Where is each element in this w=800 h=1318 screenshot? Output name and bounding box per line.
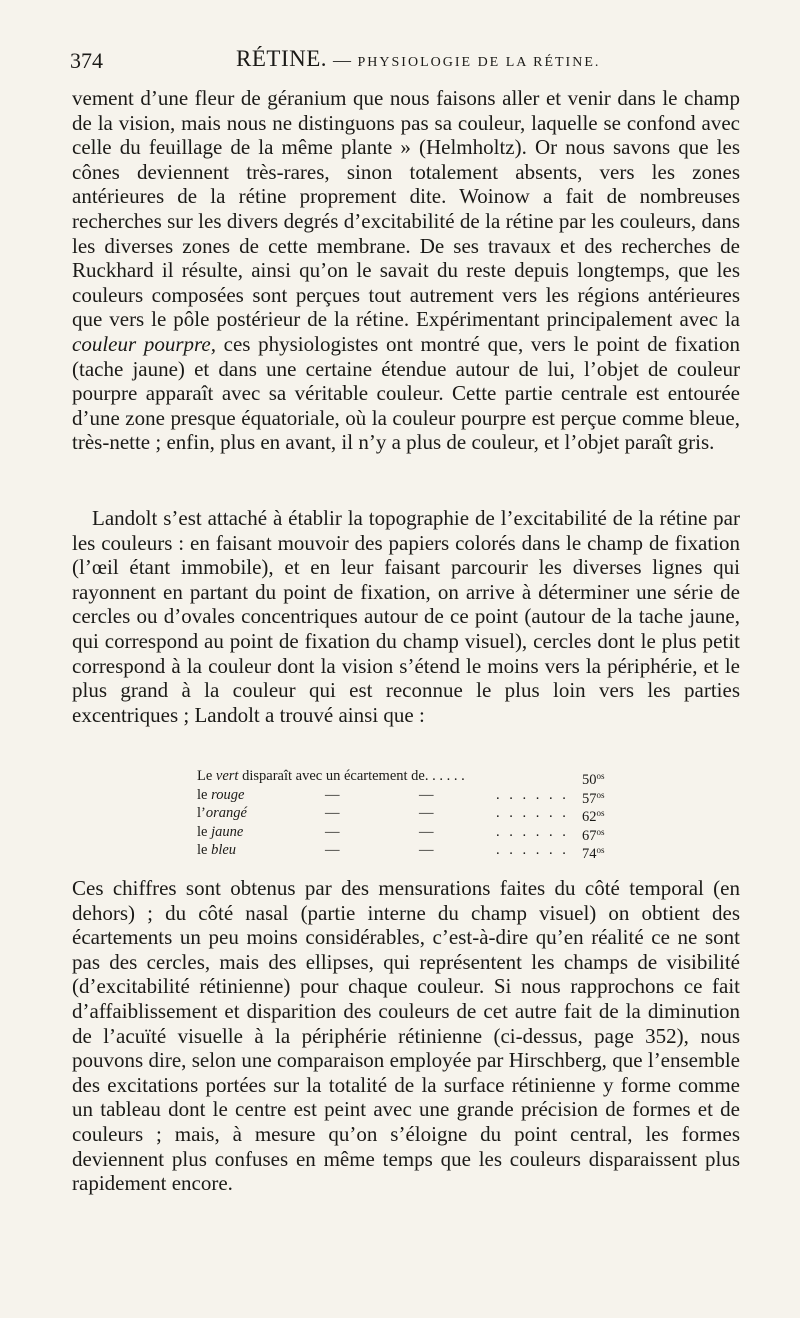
row-ditto-2: —: [419, 805, 434, 821]
table-row: [197, 767, 617, 786]
row-label: [197, 841, 236, 860]
row-ditto-2: —: [419, 823, 434, 840]
header-dash: —: [333, 50, 352, 70]
row-color: rouge: [211, 786, 245, 803]
row-label: [197, 804, 247, 823]
row-value-unit: os: [596, 826, 605, 837]
paragraph-3: [72, 876, 740, 1196]
row-ditto-2: —: [419, 786, 434, 803]
row-value-unit: os: [596, 789, 605, 800]
table-row: [197, 823, 617, 842]
row-leader: . . . . . .: [496, 805, 569, 821]
paragraph-2: [72, 506, 740, 727]
row-color: bleu: [211, 842, 237, 858]
row-color: vert: [215, 768, 239, 784]
chapter-title: RÉTINE.: [236, 46, 328, 71]
row-article: l’: [197, 805, 206, 821]
row-value-number: 67: [582, 827, 597, 844]
row-ditto-1: —: [325, 823, 340, 840]
row-value-unit: os: [596, 808, 605, 818]
table-row: [197, 786, 617, 805]
running-header: [70, 46, 740, 76]
row-ditto-1: —: [325, 786, 340, 803]
row-ditto-2: —: [419, 842, 434, 858]
paragraph-1-emphasis: couleur pourpre,: [72, 331, 216, 356]
row-article: le: [197, 823, 212, 840]
paragraph-3-text: Ces chiffres sont obtenus par des mensurations faites du côté temporal (en dehors) ; du côté nasal (partie interne du champ visuel) on obtient des écartements un peu moins considérables, c’est-à-dire qu’en réalité ce ne sont pas des cercles, mais des ellipses, qui représentent les champs de visibilité (d’excitabilité rétinienne) pour chaque couleur. Si nous rapprochons ce fait d’affaiblissement et disparition des couleurs de cet autre fait de la diminution de l’acuïté visuelle à la périphérie rétinienne (ci-dessus, page 352), nous pouvons dire, selon une comparaison employée par Hirschberg, que l’ensemble des excitations portées sur la totalité de la surface rétinienne y forme comme un tableau dont le centre est peint avec une grande précision de formes et de couleurs ; mais, à mesure qu’on s’éloigne du point central, les formes deviennent plus confuses en même temps que les couleurs disparaissent plus rapidement encore.: [72, 876, 740, 1196]
color-limit-table: [197, 767, 617, 860]
table-row: [197, 804, 617, 823]
paragraph-1-text-b: ces physiologistes ont montré que, vers le point de fixation (tache jaune) et dans une certaine étendue autour de lui, l’objet de couleur pourpre apparaît avec sa véritable couleur. Cette partie centrale est entourée d’une zone presque équatoriale, où la couleur pourpre est perçue comme bleue, très-nette ; enfin, plus en avant, il n’y a plus de couleur, et l’objet paraît gris.: [72, 331, 740, 455]
row-leader: . . . . . .: [496, 842, 569, 858]
row-value: [582, 841, 605, 864]
row-value-unit: os: [596, 771, 605, 781]
paragraph-1-text-a: vement d’une fleur de géranium que nous faisons aller et venir dans le champ de la vision, mais nous ne distinguons pas sa couleur, laquelle se confond avec celle du feuillage de la même plante » (Helmholtz). Or nous savons que les cônes deviennent très-rares, sinon totalement absents, vers les zones antérieures de la rétine proprement dite. Woinow a fait de nombreuses recherches sur les divers degrés d’excitabilité de la rétine par les couleurs, dans les diverses zones de cette membrane. De ses travaux et des recherches de Ruckhard il résulte, ainsi qu’on le savait du reste depuis longtemps, que les couleurs composées sont perçues tout autrement vers les régions antérieures que vers le pôle postérieur de la rétine. Expérimentant principalement avec la: [72, 86, 740, 332]
row-description: disparaît avec un écartement de. . . . . .: [238, 768, 465, 784]
row-color: jaune: [211, 823, 244, 840]
paragraph-2-text: Landolt s’est attaché à établir la topographie de l’excitabilité de la rétine par les couleurs : en faisant mouvoir des papiers colorés dans le champ de fixation (l’œil étant immobile), et en leur faisant parcourir les diverses lignes qui rayonnent en partant du point de fixation, on arrive à déterminer une série de cercles ou d’ovales concentriques autour de ce point (autour de la tache jaune, qui correspond au point de fixation du champ visuel), cercles dont le plus petit correspond à la couleur dont la vision s’étend le moins vers la périphérie, et le plus grand à la couleur qui est reconnue le plus loin vers les parties excentriques ; Landolt a trouvé ainsi que :: [72, 506, 740, 727]
row-label: [197, 823, 243, 842]
row-value-number: 50: [582, 772, 597, 788]
row-leader: . . . . . .: [496, 823, 569, 840]
row-label: [197, 767, 465, 786]
row-value-number: 74: [582, 846, 597, 862]
row-article: Le: [197, 768, 216, 784]
section-title: PHYSIOLOGIE DE LA RÉTINE.: [357, 55, 601, 70]
row-ditto-1: —: [325, 842, 340, 858]
row-value-number: 57: [582, 790, 597, 807]
row-value-number: 62: [582, 809, 597, 825]
table-row: [197, 841, 617, 860]
running-title: [236, 46, 600, 72]
row-label: [197, 786, 244, 805]
row-article: le: [197, 786, 212, 803]
paragraph-1: [72, 86, 740, 455]
row-ditto-1: —: [325, 805, 340, 821]
row-article: le: [197, 842, 212, 858]
row-value-unit: os: [596, 845, 605, 855]
row-color: orangé: [205, 805, 247, 821]
page-number: 374: [70, 48, 103, 73]
row-leader: . . . . . .: [496, 786, 569, 803]
